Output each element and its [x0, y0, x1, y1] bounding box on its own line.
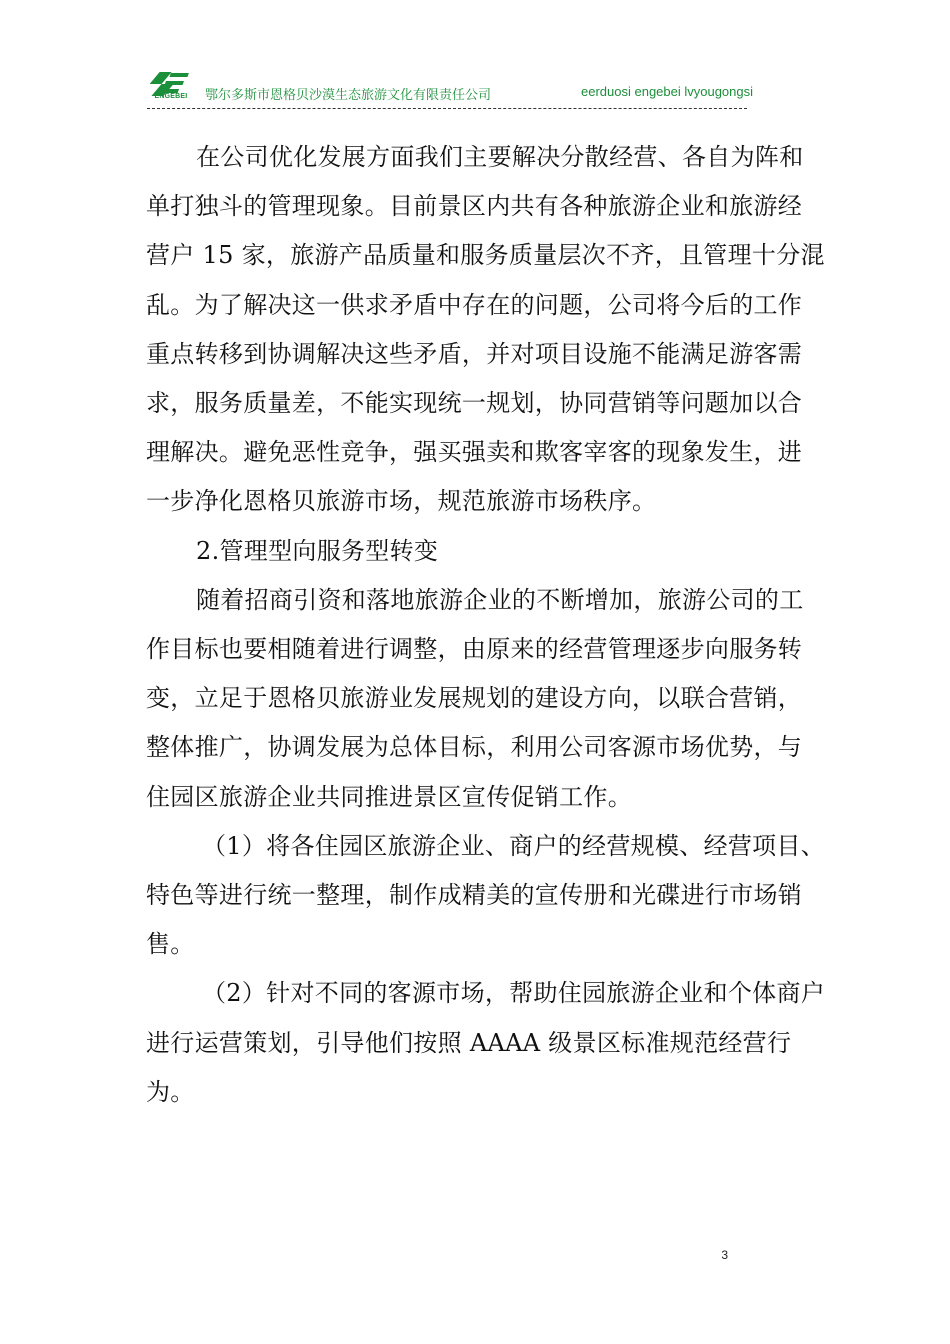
- company-name-chinese: 鄂尔多斯市恩格贝沙漠生态旅游文化有限责任公司: [205, 88, 492, 103]
- document-body: [146, 133, 826, 1117]
- list-item-1: （1）将各住园区旅游企业、商户的经营规模、经营项目、特色等进行统一整理，制作成精美的宣传册和光碟进行市场销售。: [146, 831, 826, 959]
- paragraph-service-transition: 随着招商引资和落地旅游企业的不断增加，旅游公司的工作目标也要相随着进行调整，由原来的经营管理逐步向服务转变，立足于恩格贝旅游业发展规划的建设方向，以联合营销，整体推广，协调发展为总体目标，利用公司客源市场优势，与住园区旅游企业共同推进景区宣传促销工作。: [146, 585, 804, 811]
- page-number: 3: [721, 1248, 728, 1262]
- company-name-pinyin: eerduosi engebei lvyougongsi: [581, 84, 754, 99]
- list-item-2: （2）针对不同的客源市场，帮助住园旅游企业和个体商户进行运营策划，引导他们按照 AAAA 级景区标准规范经营行为。: [146, 979, 826, 1106]
- section-heading-service-transition: 2.管理型向服务型转变: [196, 536, 439, 565]
- header-divider: [147, 108, 747, 109]
- paragraph-company-optimization: 在公司优化发展方面我们主要解决分散经营、各自为阵和单打独斗的管理现象。目前景区内共有各种旅游企业和旅游经营户 15 家，旅游产品质量和服务质量层次不齐，且管理十分混乱。为了解决这一供求矛盾中存在的问题，公司将今后的工作重点转移到协调解决这些矛盾，并对项目设施不能满足游客需求，服务质量差，不能实现统一规划，协同营销等问题加以合理解决。避免恶性竞争，强买强卖和欺客宰客的现象发生，进一步净化恩格贝旅游市场，规范旅游市场秩序。: [146, 143, 825, 516]
- logo-wordmark: ENGEBEI: [154, 93, 188, 100]
